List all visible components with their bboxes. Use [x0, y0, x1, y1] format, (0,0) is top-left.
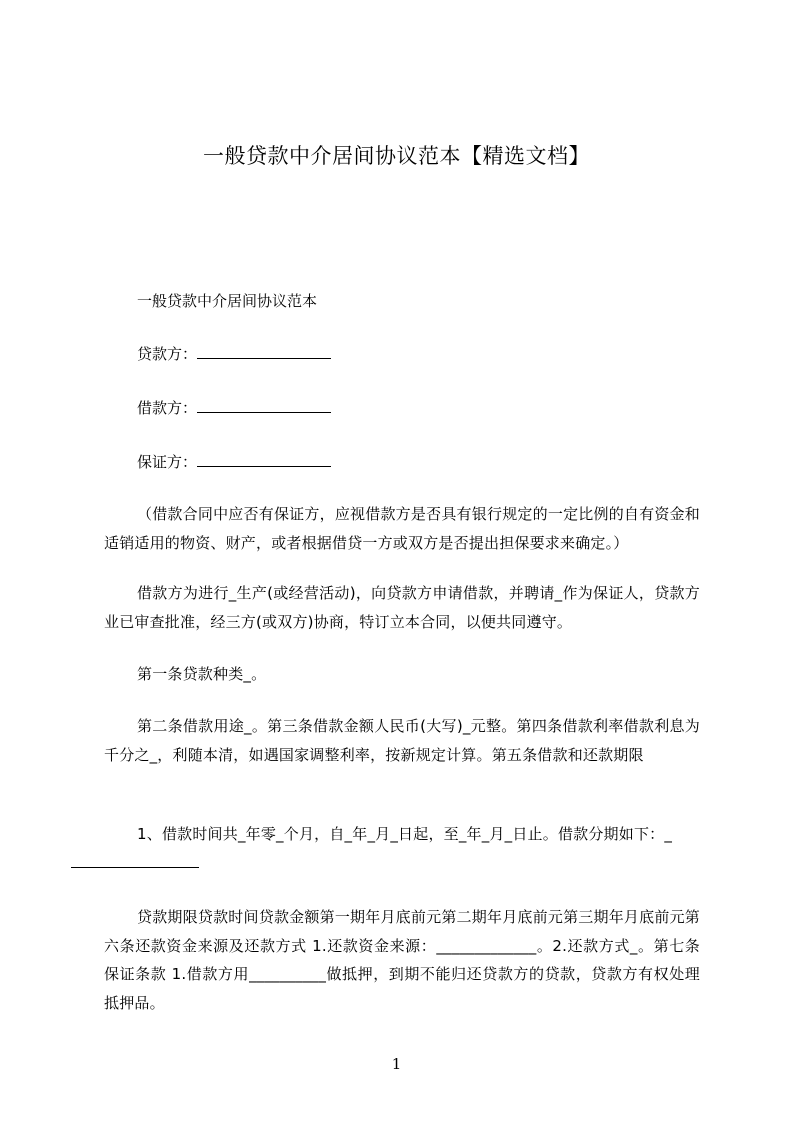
- borrower-label: 借款方：: [137, 399, 198, 417]
- preamble-paragraph: 借款方为进行_生产(或经营活动)，向贷款方申请借款，并聘请_作为保证人，贷款方业已审查批准，经三方(或双方)协商，特订立本合同，以便共同遵守。: [104, 584, 700, 631]
- guarantor-label: 保证方：: [137, 453, 198, 471]
- term-1-paragraph: [104, 820, 700, 877]
- borrower-line: [137, 396, 331, 420]
- borrower-blank: [197, 397, 331, 413]
- term-1-blank: [71, 852, 199, 868]
- lender-line: [137, 342, 331, 366]
- term-1-text: 1、借款时间共_年零_个月，自_年_月_日起，至_年_月_日止。借款分期如下：_: [137, 825, 673, 843]
- article-1-paragraph: 第一条贷款种类_。: [137, 665, 267, 683]
- guarantor-note-paragraph: （借款合同中应否有保证方，应视借款方是否具有银行规定的一定比例的自有资金和适销适用的物资、财产，或者根据借贷一方或双方是否提出担保要求来确定。）: [104, 505, 700, 552]
- lender-blank: [197, 343, 331, 359]
- document-title: 一般贷款中介居间协议范本【精选文档】: [203, 144, 590, 168]
- document-subtitle: 一般贷款中介居间协议范本: [137, 292, 318, 310]
- schedule-paragraph: 贷款期限贷款时间贷款金额第一期年月底前元第二期年月底前元第三期年月底前元第六条还款资金来源及还款方式 1.还款资金来源：_____________。2.还款方式_。第七条保证条款 1.借款方用__________做抵押，到期不能归还贷款方的贷款，贷款方有权处理抵押品。: [104, 908, 700, 1012]
- page-number: 1: [391, 1055, 402, 1073]
- articles-2-5-paragraph: 第二条借款用途_。第三条借款金额人民币(大写)_元整。第四条借款利率借款利息为千分之_，利随本清，如遇国家调整利率，按新规定计算。第五条借款和还款期限: [104, 717, 700, 764]
- guarantor-line: [137, 450, 331, 474]
- guarantor-blank: [197, 451, 331, 467]
- lender-label: 贷款方：: [137, 345, 198, 363]
